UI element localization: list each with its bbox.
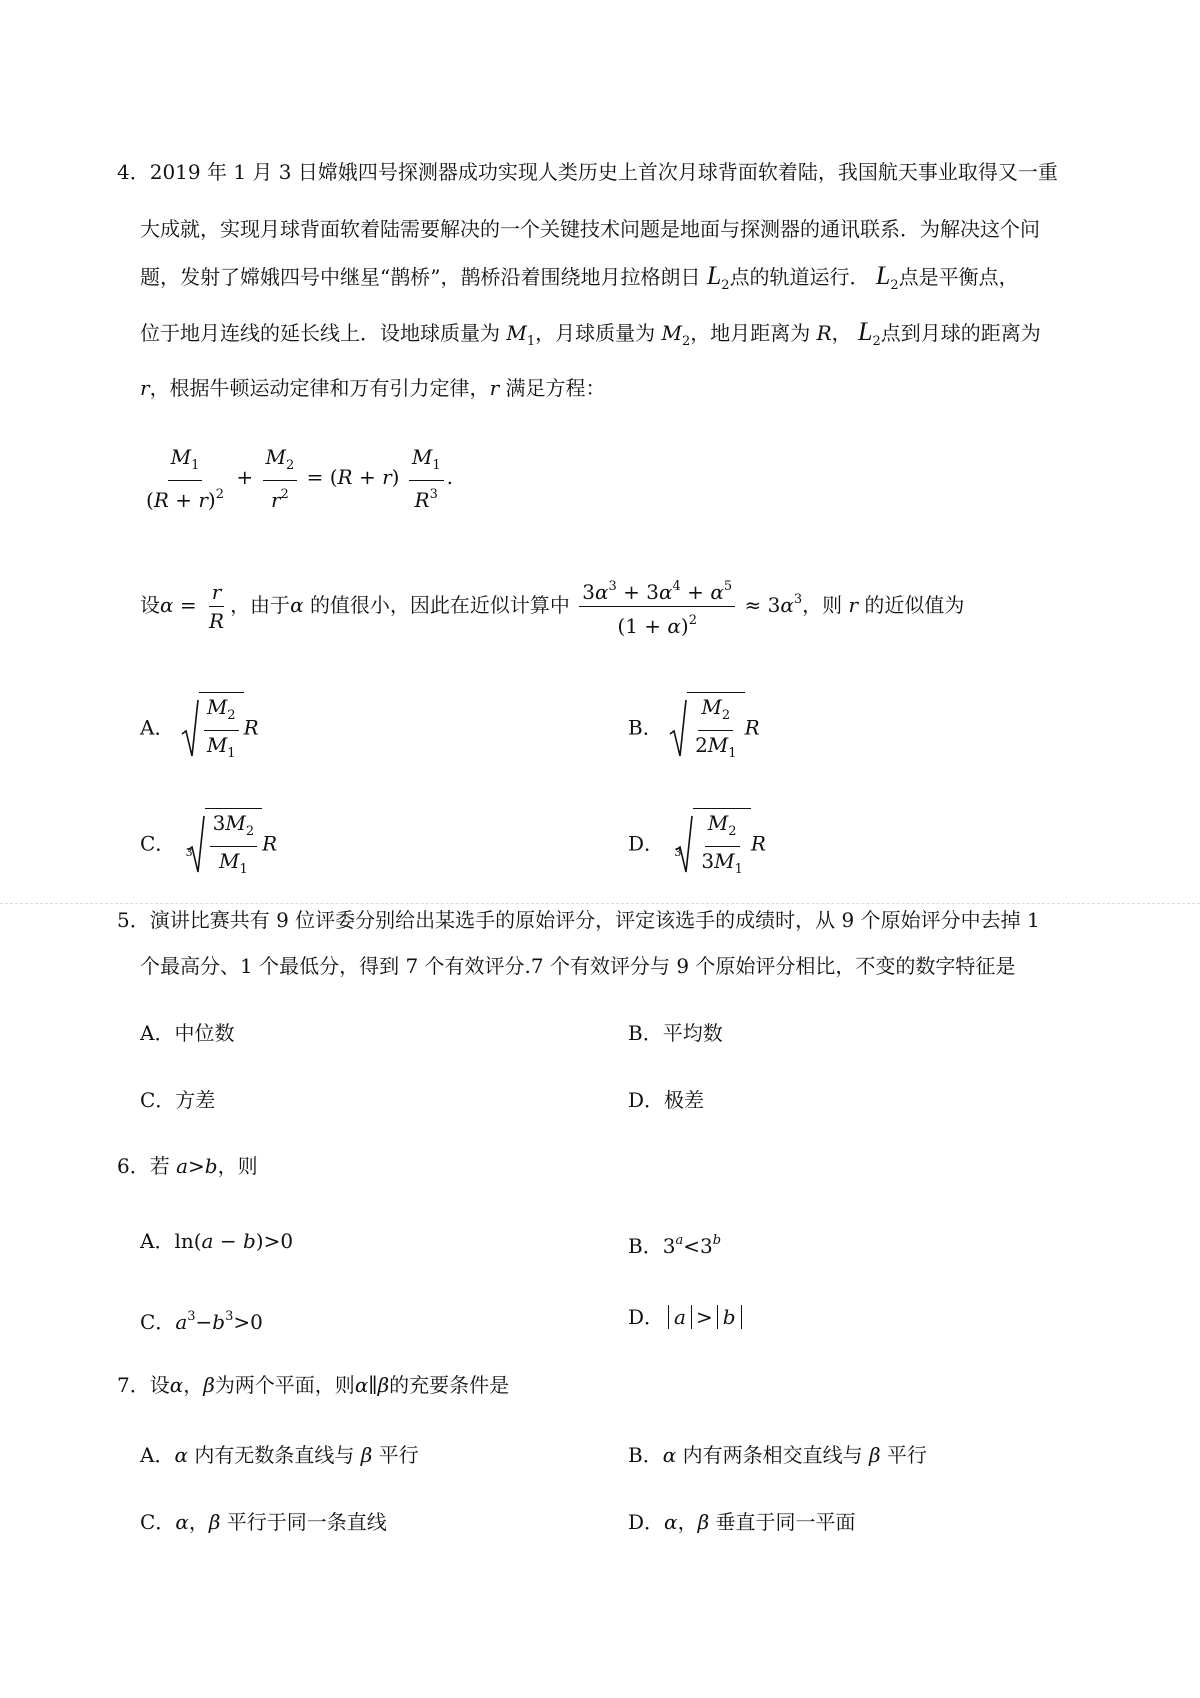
cube-root-expression: 3 $\frac{3M_2}{M_1}$ (182, 808, 263, 882)
q7-option-c[interactable]: C．α，β 平行于同一条直线 (140, 1510, 387, 1534)
q4-line-1 (117, 158, 1058, 186)
q7-option-d[interactable]: D．α，β 垂直于同一平面 (628, 1510, 856, 1534)
q5-option-c[interactable]: C．方差 (140, 1088, 216, 1112)
q6-option-c[interactable]: C．$a^3-b^3>0$ (140, 1309, 263, 1334)
q6-stem: 6．若 a>b，则 (117, 1154, 258, 1178)
q5-option-a[interactable]: A．中位数 (140, 1021, 235, 1045)
q4-equation: $\frac{M_1}{(R + r)^2}$ + $\frac{M_2}{r^2}$ = (R + r) $\frac{M_1}{R^3}$ . (146, 445, 453, 512)
q4-option-d[interactable]: D． 3 $\frac{M_2}{3M_1}$ R (628, 808, 766, 882)
q7-option-b[interactable]: B．α 内有两条相交直线与 β 平行 (628, 1443, 927, 1467)
sqrt-expression: $\frac{M_2}{M_1}$ (181, 692, 244, 766)
q4-line-5: r，根据牛顿运动定律和万有引力定律，r 满足方程： (140, 376, 606, 400)
q4-line-3: 题，发射了嫦娥四号中继星“鹊桥”，鹊桥沿着围绕地月拉格朗日 $L_2$点的轨道运行． $L_2$点是平衡点， (140, 261, 1019, 293)
q5-line-1: 5．演讲比赛共有 9 位评委分别给出某选手的原始评分，评定该选手的成绩时，从 9 个原始评分中去掉 1 (117, 908, 1040, 932)
q6-option-b[interactable]: B．$3^a<3^b$ (628, 1233, 722, 1258)
q7-option-a[interactable]: A．α 内有无数条直线与 β 平行 (140, 1443, 419, 1467)
q5-option-b[interactable]: B．平均数 (628, 1021, 723, 1045)
q7-stem: 7．设α，β为两个平面，则α∥β的充要条件是 (117, 1373, 510, 1397)
page-divider (0, 903, 1200, 904)
q4-line-4: 位于地月连线的延长线上．设地球质量为 $M_1$，月球质量为 $M_2$，地月距离为 R， $L_2$点到月球的距离为 (140, 317, 1041, 349)
q4-option-c[interactable]: C． 3 $\frac{3M_2}{M_1}$ R (140, 808, 277, 882)
q6-option-a[interactable]: A．ln(a − b)>0 (140, 1229, 294, 1253)
q4-line-2: 大成就，实现月球背面软着陆需要解决的一个关键技术问题是地面与探测器的通讯联系．为解决这个问 (140, 217, 1040, 241)
cube-root-expression: 3 $\frac{M_2}{3M_1}$ (670, 808, 751, 882)
q6-option-d[interactable]: D． a > b (628, 1303, 746, 1331)
q4-option-b[interactable]: B． $\frac{M_2}{2M_1}$ R (628, 692, 760, 766)
q4-option-a[interactable]: A． $\frac{M_2}{M_1}$ R (140, 692, 259, 766)
q4-line-6: 设α = $\frac{r}{R}$ ，由于α 的值很小，因此在近似计算中 $\frac{3\alpha^3 + 3\alpha^4 + \alpha^5}{(1 + \alpha)^2}$ ≈ $3\alpha^3$，则 r 的近似值为 (140, 570, 964, 638)
q4-number: 4． (117, 160, 150, 184)
q4-text-1: 2019 年 1 月 3 日嫦娥四号探测器成功实现人类历史上首次月球背面软着陆，我国航天事业取得又一重 (149, 160, 1058, 184)
sqrt-expression: $\frac{M_2}{2M_1}$ (669, 692, 745, 766)
q5-option-d[interactable]: D．极差 (628, 1088, 705, 1112)
q5-line-2: 个最高分、1 个最低分，得到 7 个有效评分.7 个有效评分与 9 个原始评分相比，不变的数字特征是 (140, 954, 1016, 978)
